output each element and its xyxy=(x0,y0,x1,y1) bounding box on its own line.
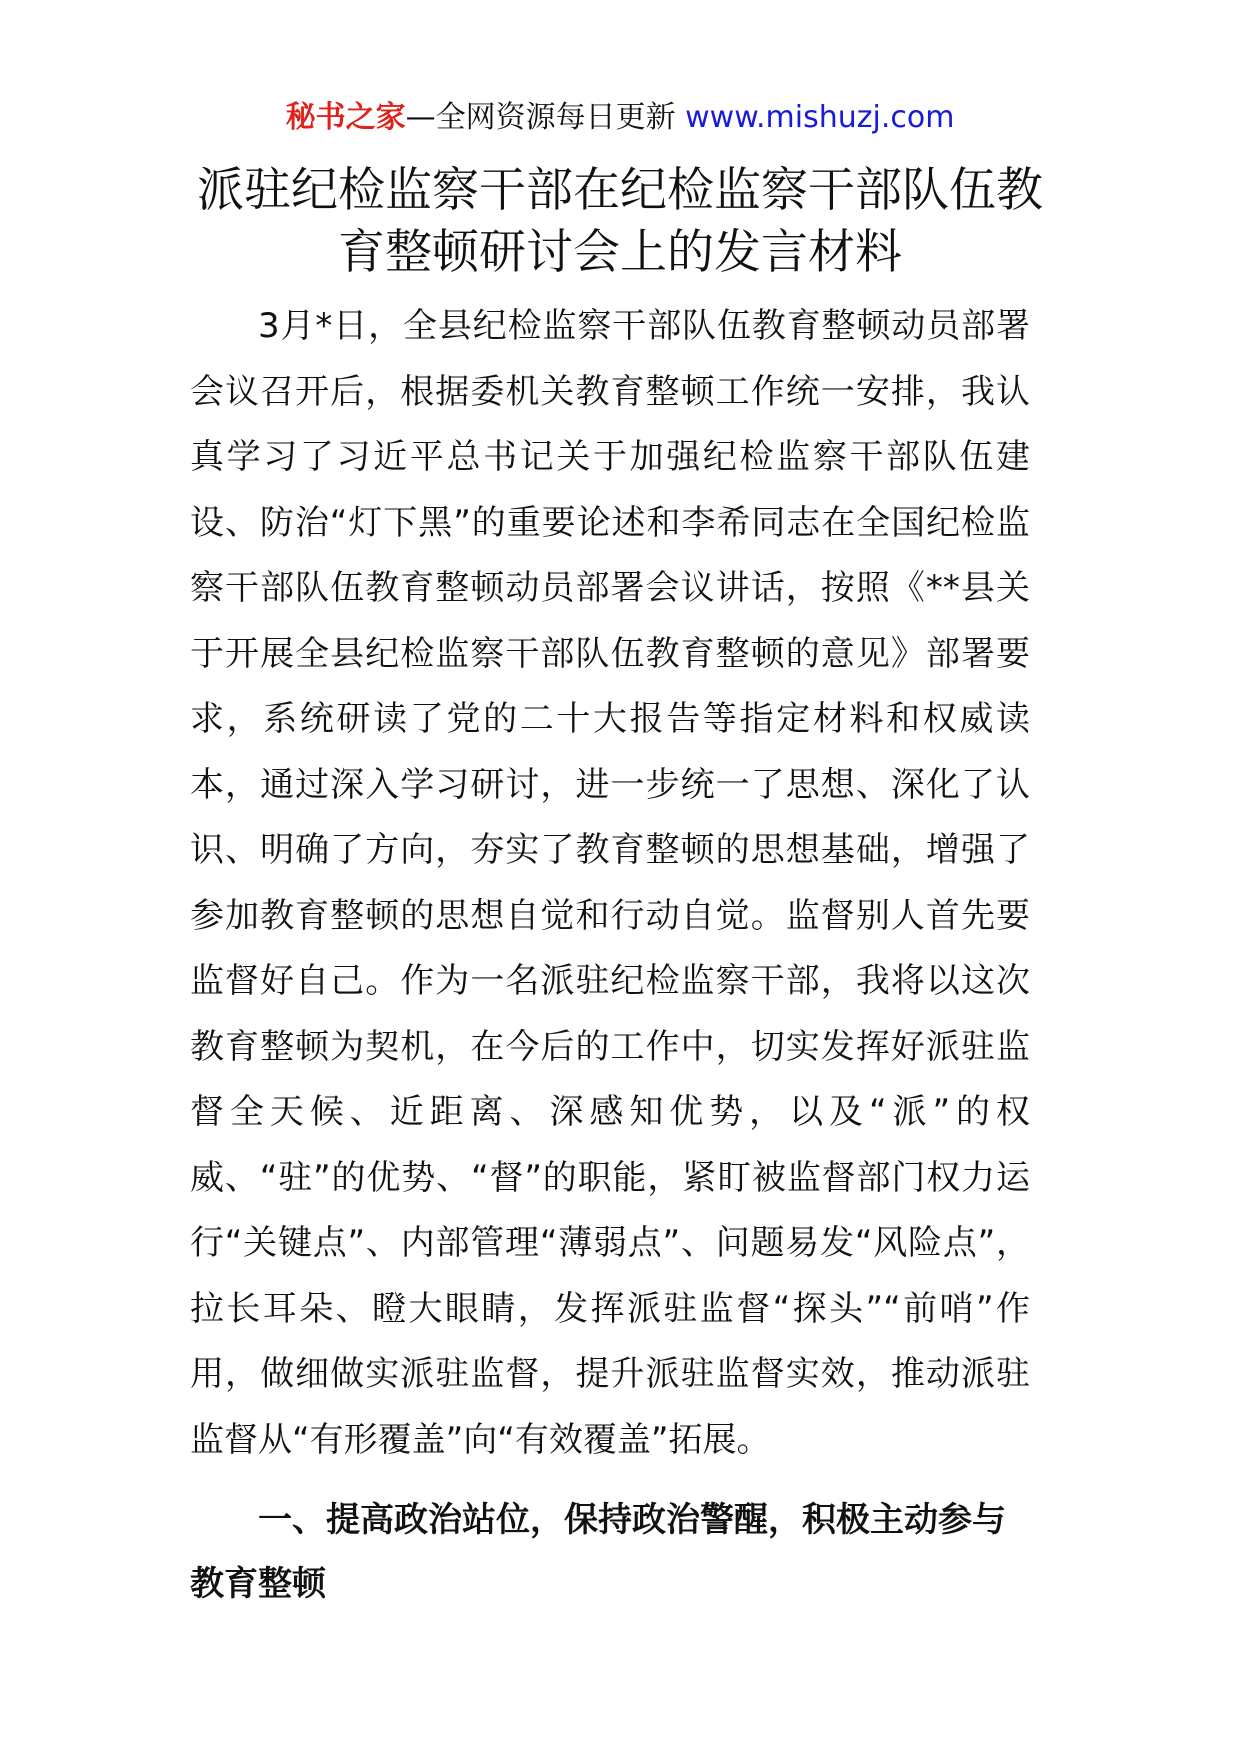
title-line-1: 派驻纪检监察干部在纪检监察干部队伍教 xyxy=(197,163,1043,218)
title-line-2: 育整顿研讨会上的发言材料 xyxy=(338,225,902,280)
document-body xyxy=(190,294,1030,1616)
header-tagline: —全网资源每日更新 xyxy=(405,100,676,135)
document-title xyxy=(190,160,1050,284)
brand-name: 秘书之家 xyxy=(285,100,406,135)
site-url-link[interactable]: www.mishuzj.com xyxy=(685,100,955,135)
site-header xyxy=(0,98,1240,138)
body-paragraph: 3月*日，全县纪检监察干部队伍教育整顿动员部署会议召开后，根据委机关教育整顿工作统一安排，我认真学习了习近平总书记关于加强纪检监察干部队伍建设、防治“灯下黑”的重要论述和李希同志在全国纪检监察干部队伍教育整顿动员部署会议讲话，按照《**县关于开展全县纪检监察干部队伍教育整顿的意见》部署要求，系统研读了党的二十大报告等指定材料和权威读本，通过深入学习研讨，进一步统一了思想、深化了认识、明确了方向，夯实了教育整顿的思想基础，增强了参加教育整顿的思想自觉和行动自觉。监督别人首先要监督好自己。作为一名派驻纪检监察干部，我将以这次教育整顿为契机，在今后的工作中，切实发挥好派驻监督全天候、近距离、深感知优势，以及“派”的权威、“驻”的优势、“督”的职能，紧盯被监督部门权力运行“关键点”、内部管理“薄弱点”、问题易发“风险点”，拉长耳朵、瞪大眼睛，发挥派驻监督“探头”“前哨”作用，做细做实派驻监督，提升派驻监督实效，推动派驻监督从“有形覆盖”向“有效覆盖”拓展。 xyxy=(190,306,1030,1460)
section-heading: 一、提高政治站位，保持政治警醒，积极主动参与教育整顿 xyxy=(190,1500,1006,1604)
